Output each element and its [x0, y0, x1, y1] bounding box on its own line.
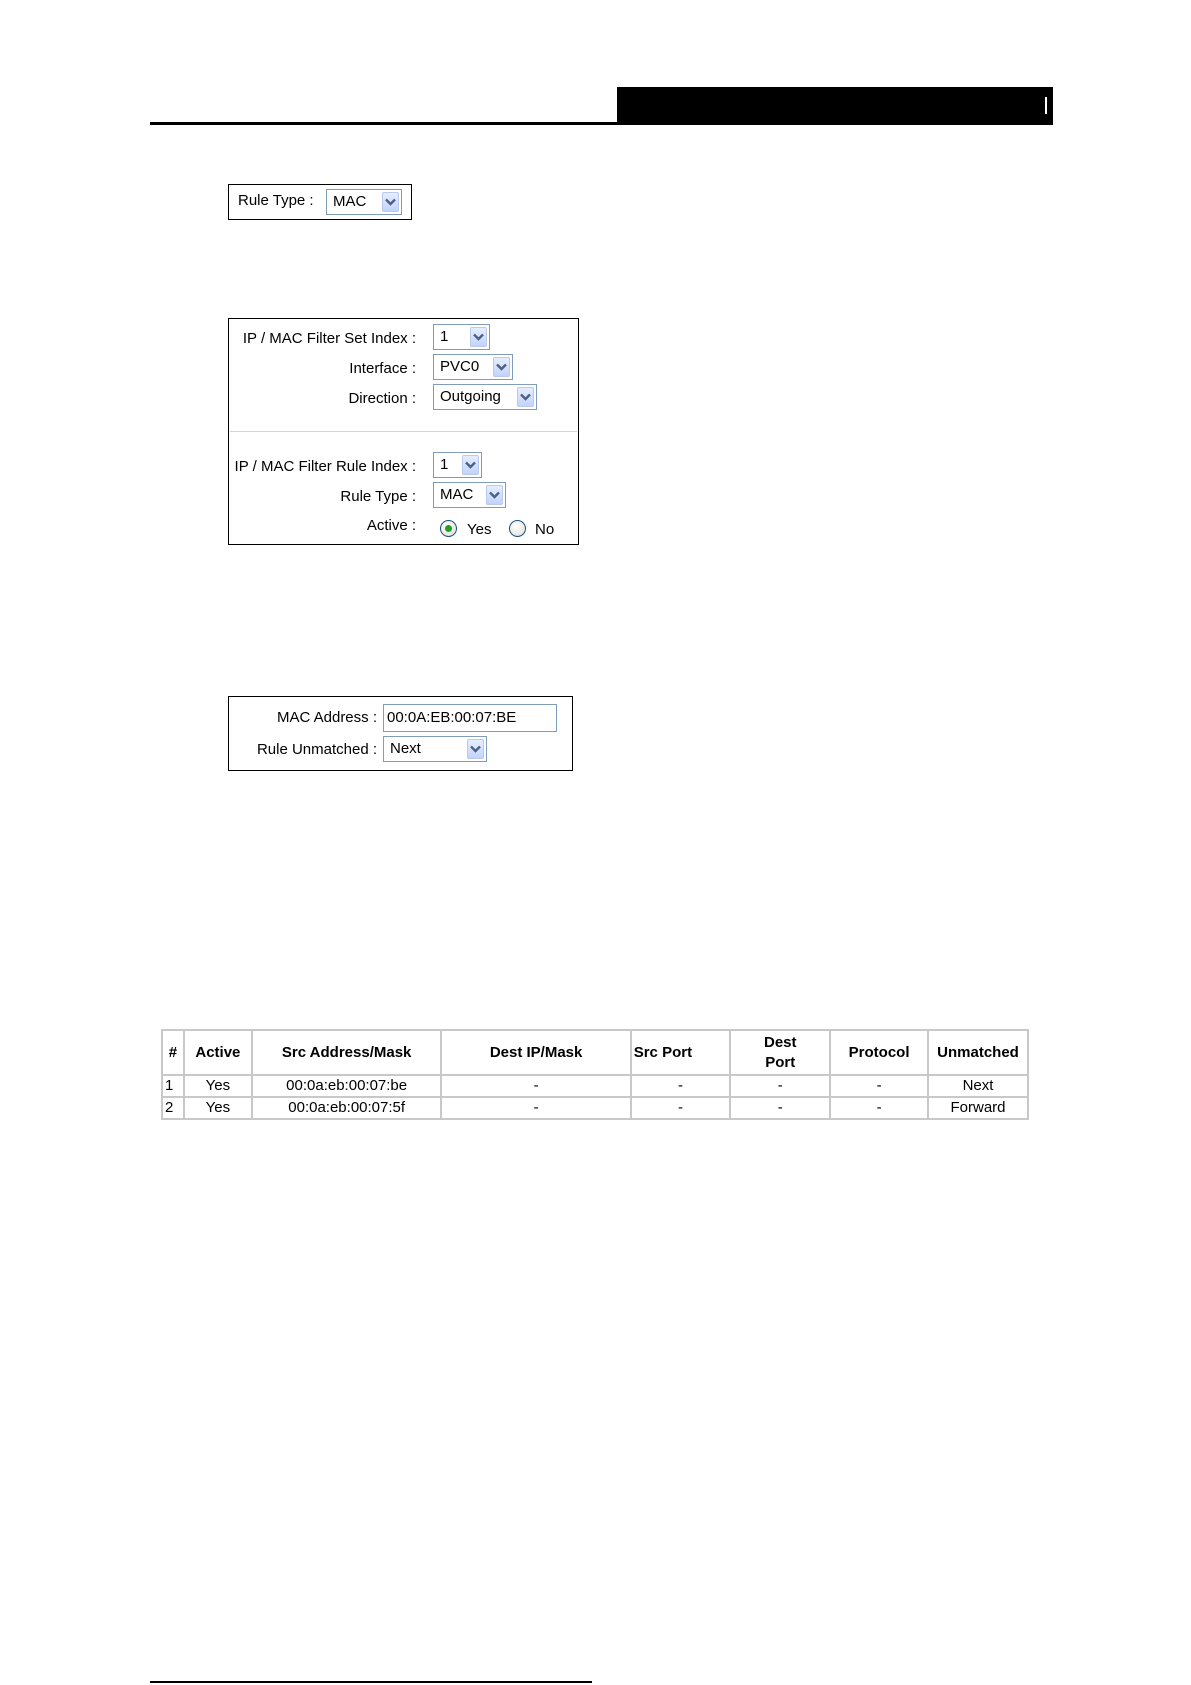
set-index-label: IP / MAC Filter Set Index : — [242, 330, 416, 347]
mac-address-input[interactable] — [383, 704, 557, 732]
table-row — [162, 1097, 1028, 1119]
column-header: Src Address/Mask — [252, 1030, 442, 1075]
interface-select[interactable] — [433, 354, 513, 380]
chevron-down-icon[interactable] — [467, 739, 484, 759]
table-cell: - — [730, 1097, 830, 1119]
header-bar — [617, 87, 1053, 124]
chevron-down-icon[interactable] — [493, 357, 510, 377]
table-cell: Yes — [184, 1097, 252, 1119]
direction-select-value: Outgoing — [440, 388, 501, 405]
column-header: Src Port — [631, 1030, 731, 1075]
rule-type-panel — [228, 184, 412, 220]
set-index-select-value: 1 — [440, 328, 449, 345]
table-row — [162, 1075, 1028, 1097]
mac-address-panel — [228, 696, 573, 771]
table-cell: Next — [928, 1075, 1028, 1097]
column-header: Active — [184, 1030, 252, 1075]
table-cell: Yes — [184, 1075, 252, 1097]
rule-type-label: Rule Type : — [238, 192, 314, 209]
active-label: Active : — [366, 517, 416, 534]
rule-index-select-value: 1 — [440, 456, 449, 473]
table-cell: 00:0a:eb:00:07:be — [252, 1075, 442, 1097]
table-cell: - — [441, 1075, 630, 1097]
chevron-down-icon[interactable] — [462, 455, 479, 475]
footer-rule — [150, 1681, 592, 1683]
filter-set-panel — [228, 318, 579, 545]
column-header: Dest Port — [730, 1030, 830, 1075]
table-cell: 1 — [162, 1075, 184, 1097]
rule-index-select[interactable] — [433, 452, 482, 478]
rule-unmatched-select-value: Next — [390, 740, 421, 757]
rule-type-select[interactable] — [433, 482, 506, 508]
chevron-down-icon[interactable] — [382, 192, 399, 212]
table-cell: - — [730, 1075, 830, 1097]
radio-checked-icon[interactable] — [440, 520, 457, 537]
rule-index-label: IP / MAC Filter Rule Index : — [234, 458, 416, 475]
column-header: Unmatched — [928, 1030, 1028, 1075]
table-cell: 2 — [162, 1097, 184, 1119]
rule-type-select-value: MAC — [333, 193, 367, 210]
section-divider — [230, 431, 577, 432]
filter-rules-table — [161, 1029, 1029, 1120]
chevron-down-icon[interactable] — [486, 485, 503, 505]
rule-unmatched-label: Rule Unmatched : — [256, 741, 377, 758]
column-header: # — [162, 1030, 184, 1075]
table-cell: Forward — [928, 1097, 1028, 1119]
rule-type-label: Rule Type : — [340, 488, 416, 505]
table-cell: - — [441, 1097, 630, 1119]
interface-label: Interface : — [349, 360, 416, 377]
table-cell: - — [631, 1097, 731, 1119]
active-yes-label: Yes — [467, 521, 492, 538]
direction-select[interactable] — [433, 384, 537, 410]
rule-unmatched-select[interactable] — [383, 736, 487, 762]
active-no-label: No — [535, 521, 555, 538]
direction-label: Direction : — [348, 390, 416, 407]
table-cell: - — [631, 1075, 731, 1097]
table-header-row — [162, 1030, 1028, 1075]
column-header: Dest IP/Mask — [441, 1030, 630, 1075]
table-cell: 00:0a:eb:00:07:5f — [252, 1097, 442, 1119]
mac-address-label: MAC Address : — [276, 709, 377, 726]
column-header: Protocol — [830, 1030, 928, 1075]
radio-unchecked-icon[interactable] — [509, 520, 526, 537]
chevron-down-icon[interactable] — [470, 327, 487, 347]
rule-type-select[interactable] — [326, 189, 402, 215]
interface-select-value: PVC0 — [440, 358, 480, 375]
header-rule — [150, 122, 1053, 125]
mac-address-input-value: 00:0A:EB:00:07:BE — [387, 709, 517, 726]
set-index-select[interactable] — [433, 324, 490, 350]
chevron-down-icon[interactable] — [517, 387, 534, 407]
header-tick — [1045, 97, 1047, 114]
table-cell: - — [830, 1075, 928, 1097]
table-cell: - — [830, 1097, 928, 1119]
rule-type-select-value: MAC — [440, 486, 474, 503]
